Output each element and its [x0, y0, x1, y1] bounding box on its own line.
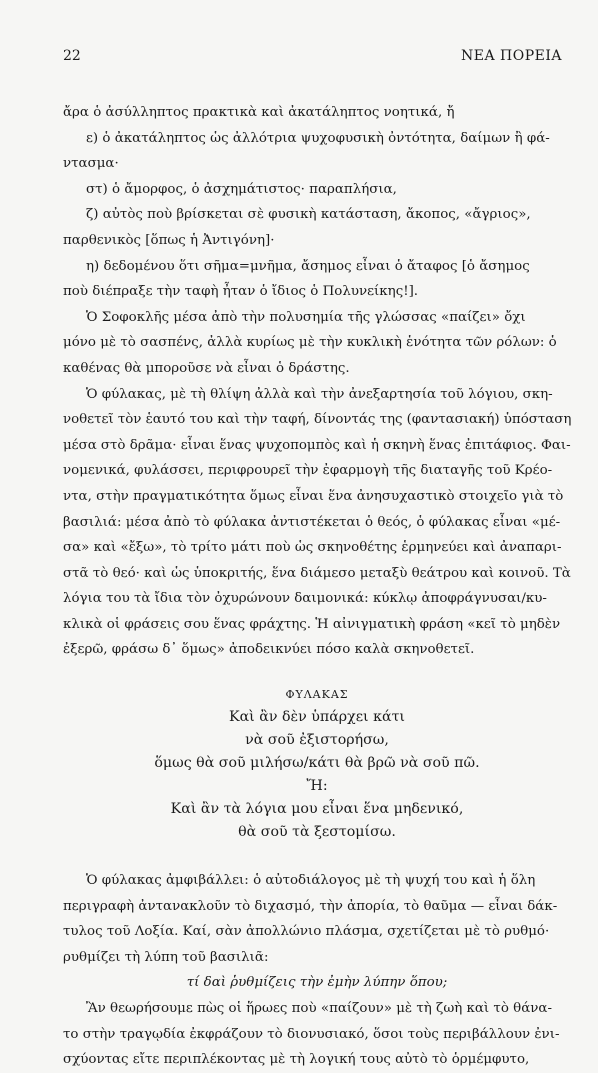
main-text [63, 100, 571, 1073]
text-line: σχύοντας εἴτε περιπλέκοντας μὲ τὴ λογική τους αὐτὸ τὸ ὁρμέμφυτο, [63, 1052, 530, 1068]
text-line: νοθετεῖ τὸν ἑαυτό του καὶ τὴν ταφή, δίνοντάς της (φαντασιακή) ὑπόσταση [63, 412, 572, 428]
text-line: μέσα στὸ δρᾶμα· εἶναι ἕνας ψυχοπομπὸς καὶ ἡ σκηνὴ ἕνας ἐπιτάφιος. Φαι- [63, 437, 571, 453]
text-line: ντα, στὴν πραγματικότητα ὅμως εἶναι ἕνα ἀνησυχαστικὸ στοιχεῖο γιὰ τὸ [63, 488, 564, 504]
verse-line: ὅμως θὰ σοῦ μιλήσω/κάτι θὰ βρῶ νὰ σοῦ πῶ. [154, 755, 480, 772]
verse-line: θὰ σοῦ τὰ ξεστομίσω. [238, 824, 396, 841]
text-line: Ὁ φύλακας ἀμφιβάλλει: ὁ αὐτοδιάλογος μὲ τὴ ψυχή του καὶ ἡ ὅλη [86, 873, 536, 889]
text-line: ποὺ διέπραξε τὴν ταφὴ ἦταν ὁ ἴδιος ὁ Πολυνείκης!]. [63, 284, 419, 300]
text-line: Ὁ φύλακας, μὲ τὴ θλίψη ἀλλὰ καὶ τὴν ἀνεξαρτησία τοῦ λόγιου, σκη- [86, 386, 553, 402]
text-line: ε) ὁ ἀκατάληπτος ὡς ἀλλότρια ψυχοφυσικὴ ὀντότητα, δαίμων ἢ φά- [86, 130, 550, 146]
text-line: νομενικά, φυλάσσει, περιφρουρεῖ τὴν ἐφαρμογὴ τῆς διαταγῆς τοῦ Κρέο- [63, 463, 553, 479]
text-line: καθένας θὰ μποροῦσε νὰ εἶναι ὁ δράστης. [63, 360, 350, 376]
verse-line: Ἤ: [306, 778, 328, 795]
text-line: Ὁ Σοφοκλῆς μέσα ἀπὸ τὴν πολυσημία τῆς γλώσσας «παίζει» ὄχι [86, 309, 526, 325]
text-line: λόγια του τὰ ἴδια τὸν ὀχυρώνουν δαιμονικά: κύκλῳ ἀποφράγνυσαι/κυ- [63, 591, 547, 607]
text-line: βασιλιά: μέσα ἀπὸ τὸ φύλακα ἀντιστέκεται ὁ θεός, ὁ φύλακας εἶναι «μέ- [63, 514, 561, 530]
text-line: ἄρα ὁ ἀσύλληπτος πρακτικὰ καὶ ἀκατάληπτος νοητικά, ἤ [63, 105, 455, 120]
text-line: περιγραφὴ ἀντανακλοῦν τὸ διχασμό, τὴν ἀπορία, τὸ θαῦμα — εἶναι δάκ- [63, 898, 558, 914]
verse-line: Καὶ ἂν τὰ λόγια μου εἶναι ἕνα μηδενικό, [170, 801, 464, 818]
verse-line: Καὶ ἂν δὲν ὑπάρχει κάτι [228, 709, 405, 726]
text-line: μόνο μὲ τὸ σασπένς, ἀλλὰ κυρίως μὲ τὴν κυκλικὴ ἑνότητα τῶν ρόλων: ὁ [63, 335, 557, 351]
text-line: παρθενικὸς [ὅπως ἡ Ἀντιγόνη]· [63, 232, 275, 248]
text-line: στᾶ τὸ θεό· καὶ ὡς ὑποκριτής, ἕνα διάμεσο μεταξὺ θεάτρου καὶ κοινοῦ. Τὰ [63, 565, 571, 581]
page-number: 22 [63, 48, 81, 64]
running-title: ΝΕΑ ΠΟΡΕΙΑ [461, 48, 562, 64]
text-line: το στὴν τραγῳδία ἐκφράζουν τὸ διονυσιακό, ὅσοι τοὺς περιβάλλουν ἐνι- [63, 1026, 560, 1042]
text-line: τυλος τοῦ Λοξία. Καί, σὰν ἀπολλώνιο πλάσμα, σχετίζεται μὲ τὸ ρυθμό· [63, 924, 550, 940]
quoted-verse: τί δαὶ ῥυθμίζεις τὴν ἐμὴν λύπην ὅπου; [186, 975, 448, 991]
text-line: η) δεδομένου ὅτι σῆμα=μνῆμα, ἄσημος εἶναι ὁ ἄταφος [ὁ ἄσημος [86, 258, 530, 274]
text-line: στ) ὁ ἄμορφος, ὁ ἀσχημάτιστος· παραπλήσια, [86, 181, 397, 197]
text-line: ἐξερῶ, φράσω δ᾽ ὅμως» ἀποδεικνύει πόσο καλὰ σκηνοθετεῖ. [63, 642, 475, 658]
text-line: Ἂν θεωρήσουμε πὼς οἱ ἥρωες ποὺ «παίζουν» μὲ τὴ ζωὴ καὶ τὸ θάνα- [86, 1001, 552, 1017]
verse-line: νὰ σοῦ ἐξιστορήσω, [245, 732, 389, 749]
text-line: ντασμα· [63, 156, 119, 172]
text-line: σα» καὶ «ἔξω», τὸ τρίτο μάτι ποὺ ὡς σκηνοθέτης ἑρμηνεύει καὶ ἀναπαρι- [63, 540, 562, 556]
text-line: κλικὰ οἱ φράσεις σου ἕνας φράχτης. Ἡ αἰνιγματικὴ φράση «κεῖ τὸ μηδὲν [63, 616, 561, 632]
text-line: ζ) αὐτὸς ποὺ βρίσκεται σὲ φυσικὴ κατάσταση, ἄκοπος, «ἄγριος», [86, 207, 531, 223]
speaker-label: ΦΥΛΑΚΑΣ [285, 688, 349, 702]
text-line: ρυθμίζει τὴ λύπη τοῦ βασιλιᾶ: [63, 949, 269, 965]
